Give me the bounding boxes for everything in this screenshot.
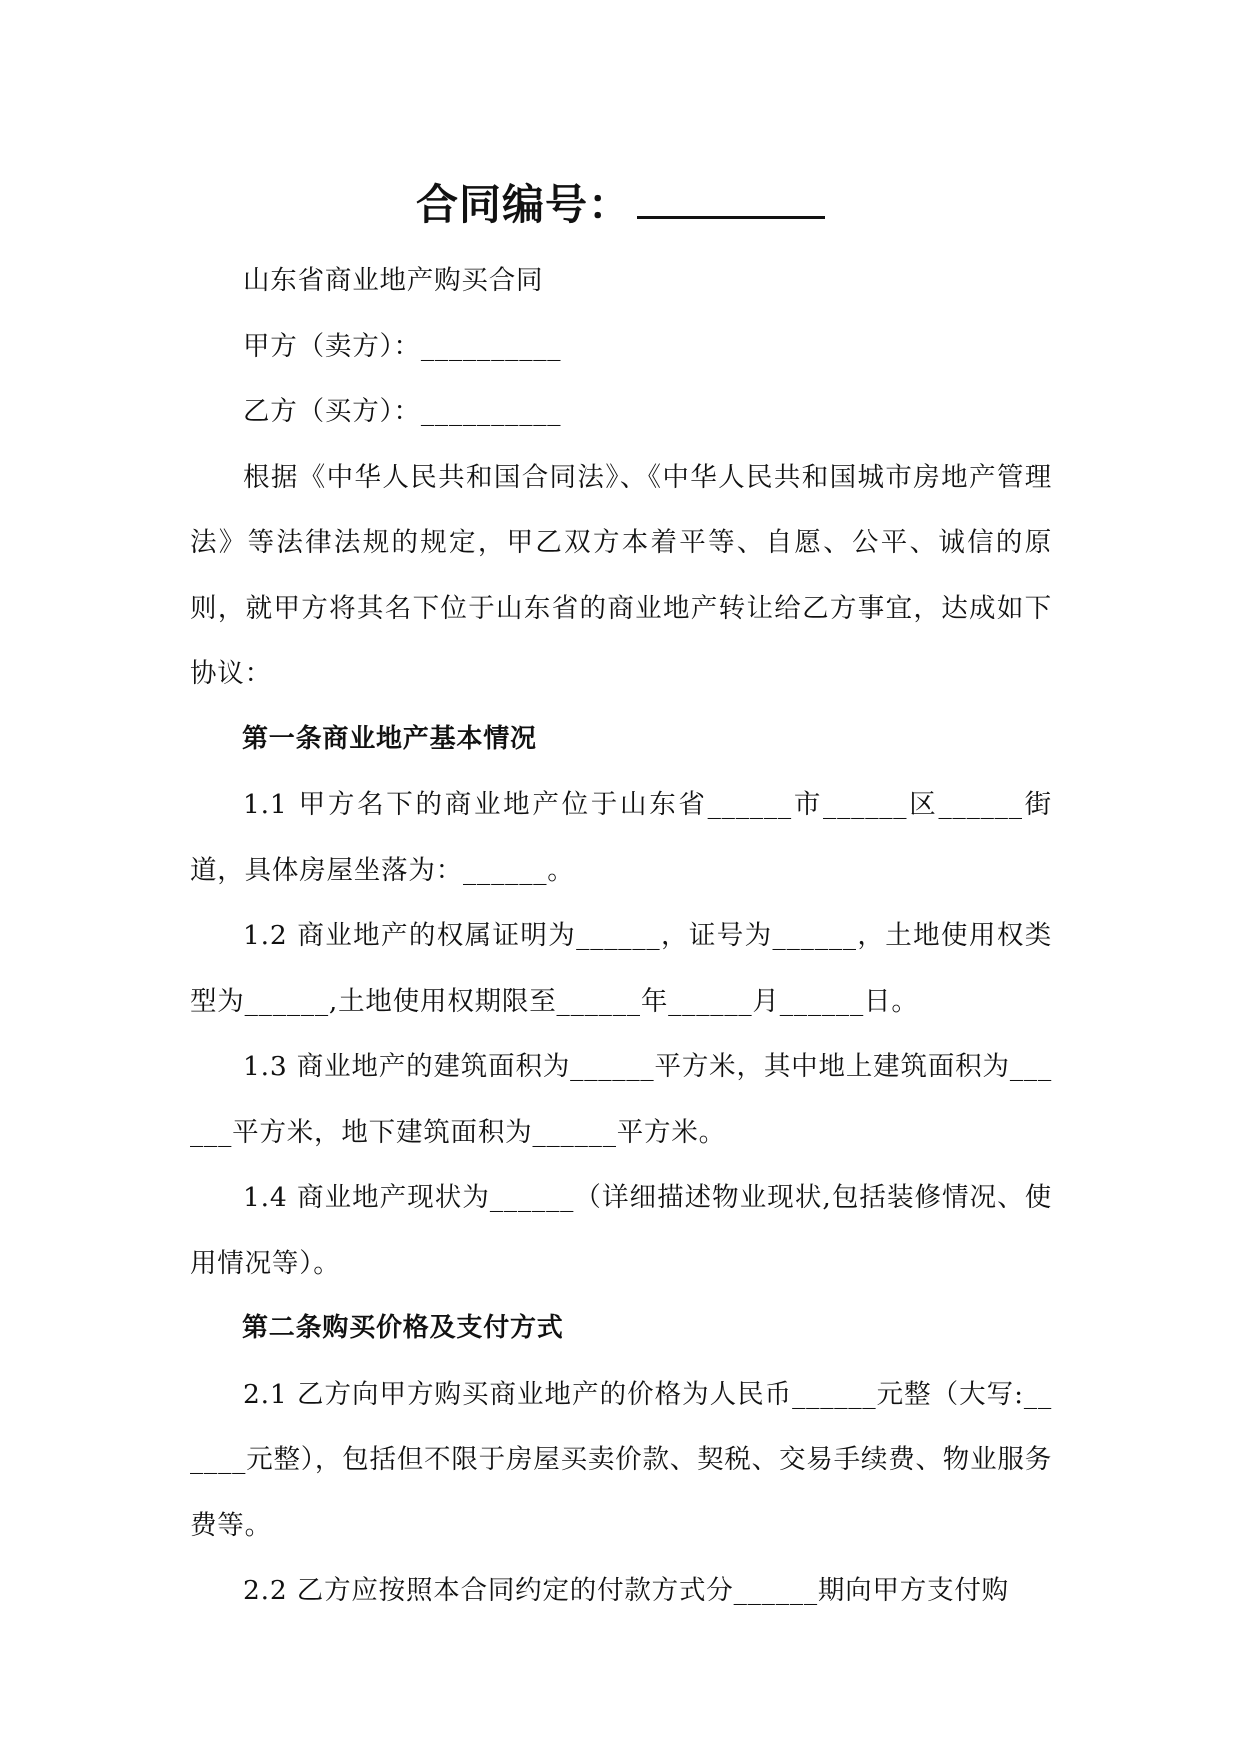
clause-2-2: 2.2 乙方应按照本合同约定的付款方式分______期向甲方支付购	[243, 1575, 1009, 1606]
party-b-line: 乙方（买方）：__________	[243, 396, 562, 427]
clause-1-2: 1.2 商业地产的权属证明为______，证号为______，土地使用权类型为______,土地使用权期限至______年______月______日。	[190, 920, 1052, 1017]
contract-name: 山东省商业地产购买合同	[243, 265, 544, 296]
contract-number-blank	[637, 172, 825, 219]
clause-1-4: 1.4 商业地产现状为______（详细描述物业现状,包括装修情况、使用情况等）。	[190, 1182, 1052, 1279]
contract-number-title	[0, 172, 1241, 235]
clause-1-1: 1.1 甲方名下的商业地产位于山东省______市______区______街道，具体房屋坐落为：______。	[190, 789, 1052, 886]
section-1-heading: 第一条商业地产基本情况	[242, 723, 537, 754]
section-2-heading: 第二条购买价格及支付方式	[242, 1313, 564, 1343]
contract-number-label: 合同编号：	[415, 180, 631, 229]
document-body	[190, 248, 1052, 1624]
clause-1-3: 1.3 商业地产的建筑面积为______平方米，其中地上建筑面积为______平方米，地下建筑面积为______平方米。	[190, 1051, 1052, 1148]
party-a-line: 甲方（卖方）：__________	[243, 330, 562, 362]
preamble-paragraph: 根据《中华人民共和国合同法》、《中华人民共和国城市房地产管理法》等法律法规的规定，甲乙双方本着平等、自愿、公平、诚信的原则，就甲方将其名下位于山东省的商业地产转让给乙方事宜，达成如下协议：	[190, 461, 1052, 689]
clause-2-1: 2.1 乙方向甲方购买商业地产的价格为人民币______元整（大写:______元整），包括但不限于房屋买卖价款、契税、交易手续费、物业服务费等。	[190, 1378, 1052, 1541]
